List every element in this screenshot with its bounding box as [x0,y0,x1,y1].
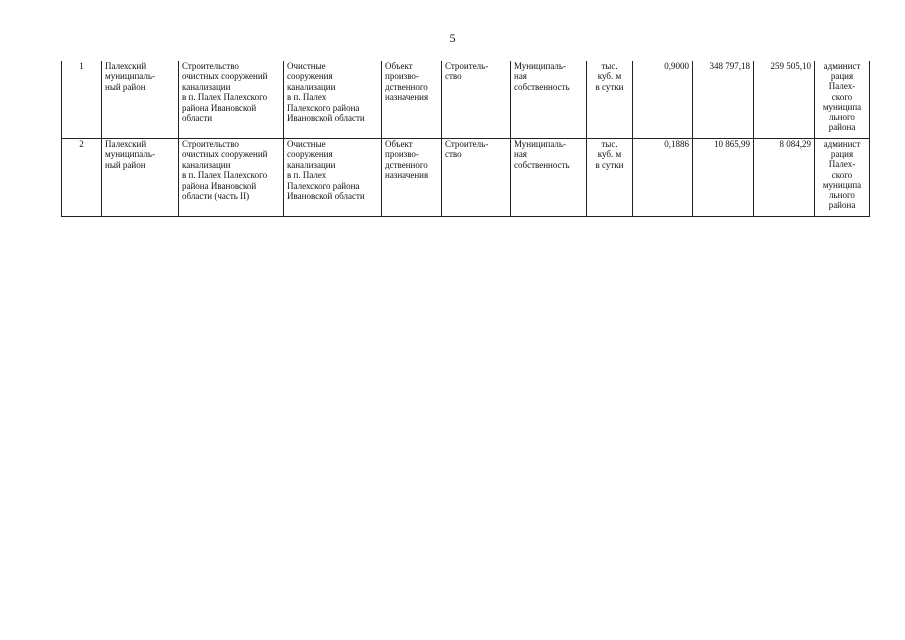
administrator-cell: админист рация Палех- ского муниципа льного района [815,139,870,217]
estimate-cell: 8 084,29 [754,139,815,217]
purpose-cell: Объект произво- дственного назначения [382,139,442,217]
table-row [62,61,870,139]
ownership-cell: Муниципаль- ная собственность [511,61,587,139]
investment-objects-table [61,61,870,217]
row-number-cell: 2 [62,139,102,217]
project-name-cell: Строительство очистных сооружений канализации в п. Палех Палехского района Ивановской области [179,61,284,139]
project-name-cell: Строительство очистных сооружений канализации в п. Палех Палехского района Ивановской области (часть II) [179,139,284,217]
work-type-cell: Строитель- ство [442,61,511,139]
estimate-cell: 259 505,10 [754,61,815,139]
district-cell: Палехский муниципаль- ный район [102,61,179,139]
object-name-cell: Очистные сооружения канализации в п. Палех Палехского района Ивановской области [284,61,382,139]
unit-cell: тыс. куб. м в сутки [587,61,633,139]
ownership-cell: Муниципаль- ная собственность [511,139,587,217]
district-cell: Палехский муниципаль- ный район [102,139,179,217]
object-name-cell: Очистные сооружения канализации в п. Палех Палехского района Ивановской области [284,139,382,217]
administrator-cell: админист рация Палех- ского муниципа льного района [815,61,870,139]
cost-cell: 10 865,99 [693,139,754,217]
cost-cell: 348 797,18 [693,61,754,139]
row-number-cell: 1 [62,61,102,139]
capacity-cell: 0,9000 [633,61,693,139]
purpose-cell: Объект произво- дственного назначения [382,61,442,139]
capacity-cell: 0,1886 [633,139,693,217]
table-row [62,139,870,217]
page-number: 5 [449,31,456,45]
unit-cell: тыс. куб. м в сутки [587,139,633,217]
work-type-cell: Строитель- ство [442,139,511,217]
